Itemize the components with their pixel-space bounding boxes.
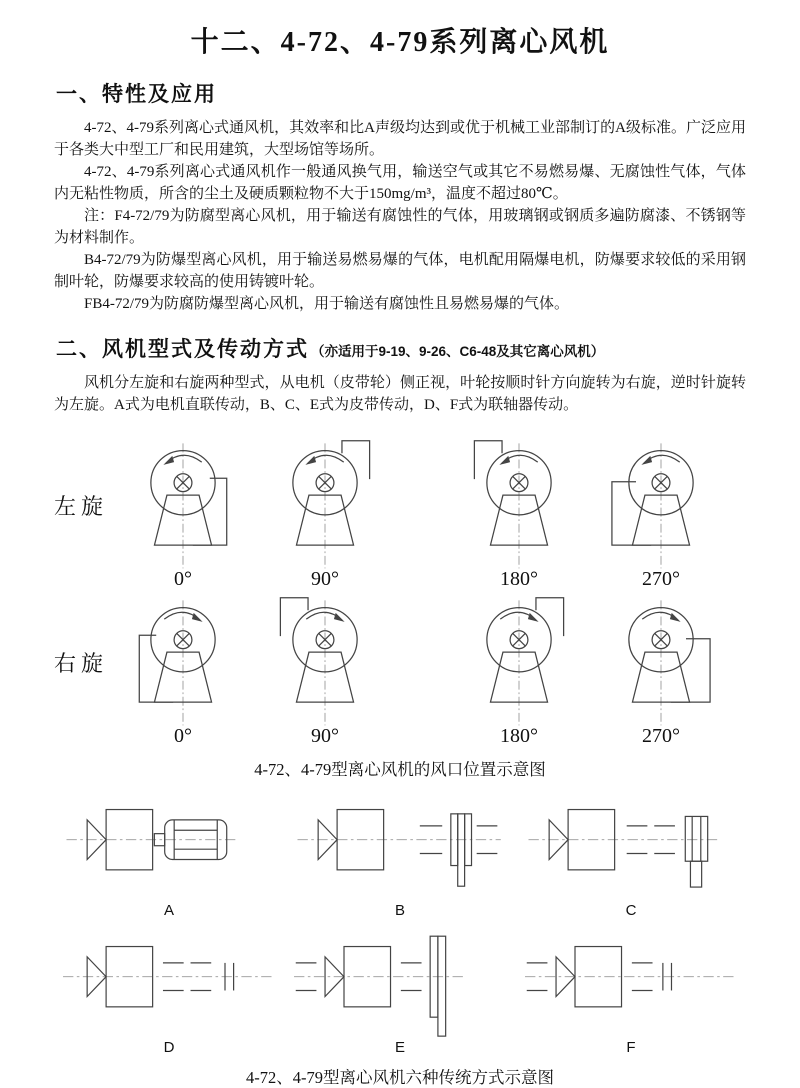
angle-label: 270° [642, 725, 680, 747]
para-note-f-type: 注：F4-72/79为防腐型离心风机，用于输送有腐蚀性的气体，用玻璃钢或钢质多遍防腐漆、不锈钢等为材料制作。 [54, 208, 746, 246]
drive-diagram-graphic [56, 925, 282, 1037]
fan-volute-diagram [590, 438, 732, 572]
drive-letter: A [163, 902, 174, 919]
rotation-label-left: 左旋 [54, 494, 109, 519]
drive-diagram-e [287, 925, 513, 1056]
drive-figure-caption: 4-72、4-79型离心风机六种传统方式示意图 [246, 1068, 554, 1087]
fan-volute-diagram [112, 438, 254, 572]
section1-heading: 一、特性及应用 [56, 83, 217, 106]
rotation-label-right: 右旋 [54, 651, 109, 676]
fan-volute-diagram [590, 595, 732, 729]
drive-diagram-graphic [287, 788, 513, 900]
fan-volute-diagram [254, 438, 396, 572]
drive-diagram-f [518, 925, 744, 1056]
angle-label: 90° [311, 568, 339, 590]
drive-letter: F [626, 1039, 636, 1056]
fan-row-right-rotation [54, 595, 746, 748]
drive-diagram-d [56, 925, 282, 1056]
fan-diagram-right-90 [254, 595, 396, 748]
drive-diagram-graphic [518, 788, 744, 900]
drive-letter: C [625, 902, 637, 919]
drive-diagram-graphic [518, 925, 744, 1037]
angle-label: 270° [642, 568, 680, 590]
outlet-figure-caption: 4-72、4-79型离心风机的风口位置示意图 [254, 760, 546, 779]
drive-letter: B [394, 902, 405, 919]
fan-row-left-rotation [54, 438, 746, 591]
fan-diagram-left-90 [254, 438, 396, 591]
outlet-position-figure [54, 438, 746, 780]
fan-diagram-left-0 [112, 438, 254, 591]
fan-diagram-right-0 [112, 595, 254, 748]
angle-label: 180° [500, 568, 538, 590]
drive-letter: E [394, 1039, 405, 1056]
angle-label: 0° [174, 725, 192, 747]
para-note-fb-type: FB4-72/79为防腐防爆型离心风机，用于输送有腐蚀性且易燃易爆的气体。 [84, 296, 570, 312]
fan-diagram-right-270 [590, 595, 732, 748]
fan-volute-diagram [112, 595, 254, 729]
drive-row-2 [54, 925, 746, 1056]
drive-row-1 [54, 788, 746, 919]
angle-label: 180° [500, 725, 538, 747]
para-rotation-types: 风机分左旋和右旋两种型式，从电机（皮带轮）侧正视，叶轮按顺时针方向旋转为右旋，逆时针旋转为左旋。A式为电机直联传动，B、C、E式为皮带传动，D、F式为联轴器传动。 [54, 375, 746, 413]
fan-diagram-left-180 [448, 438, 590, 591]
drive-diagram-graphic [287, 925, 513, 1037]
fan-volute-diagram [448, 438, 590, 572]
drive-diagram-b [287, 788, 513, 919]
fan-volute-diagram [448, 595, 590, 729]
fan-volute-diagram [254, 595, 396, 729]
drive-diagram-a [56, 788, 282, 919]
para-note-b-type: B4-72/79为防爆型离心风机，用于输送易燃易爆的气体，电机配用隔爆电机，防爆要求较低的采用钢制叶轮，防爆要求较高的使用铸镀叶轮。 [54, 252, 746, 290]
drive-letter: D [163, 1039, 175, 1056]
document-title: 十二、4-72、4-79系列离心风机 [190, 27, 610, 58]
section2-heading [56, 333, 746, 363]
para-standard: 4-72、4-79系列离心式通风机，其效率和比A声级均达到或优于机械工业部制订的A级标准。广泛应用于各类大中型工厂和民用建筑，大型场馆等场所。 [54, 120, 746, 158]
drive-diagram-graphic [56, 788, 282, 900]
angle-label: 90° [311, 725, 339, 747]
section2-heading-note: （亦适用于9-19、9-26、C6-48及其它离心风机） [311, 344, 605, 359]
para-usage: 4-72、4-79系列离心式通风机作一般通风换气用，输送空气或其它不易燃易爆、无腐蚀性气体，气体内无粘性物质，所含的尘土及硬质颗粒物不大于150mg/m³，温度不超过80℃。 [54, 164, 746, 202]
section2-heading-text: 二、风机型式及传动方式 [56, 338, 309, 361]
drive-type-figure [54, 788, 746, 1088]
drive-diagram-c [518, 788, 744, 919]
fan-diagram-right-180 [448, 595, 590, 748]
angle-label: 0° [174, 568, 192, 590]
fan-diagram-left-270 [590, 438, 732, 591]
